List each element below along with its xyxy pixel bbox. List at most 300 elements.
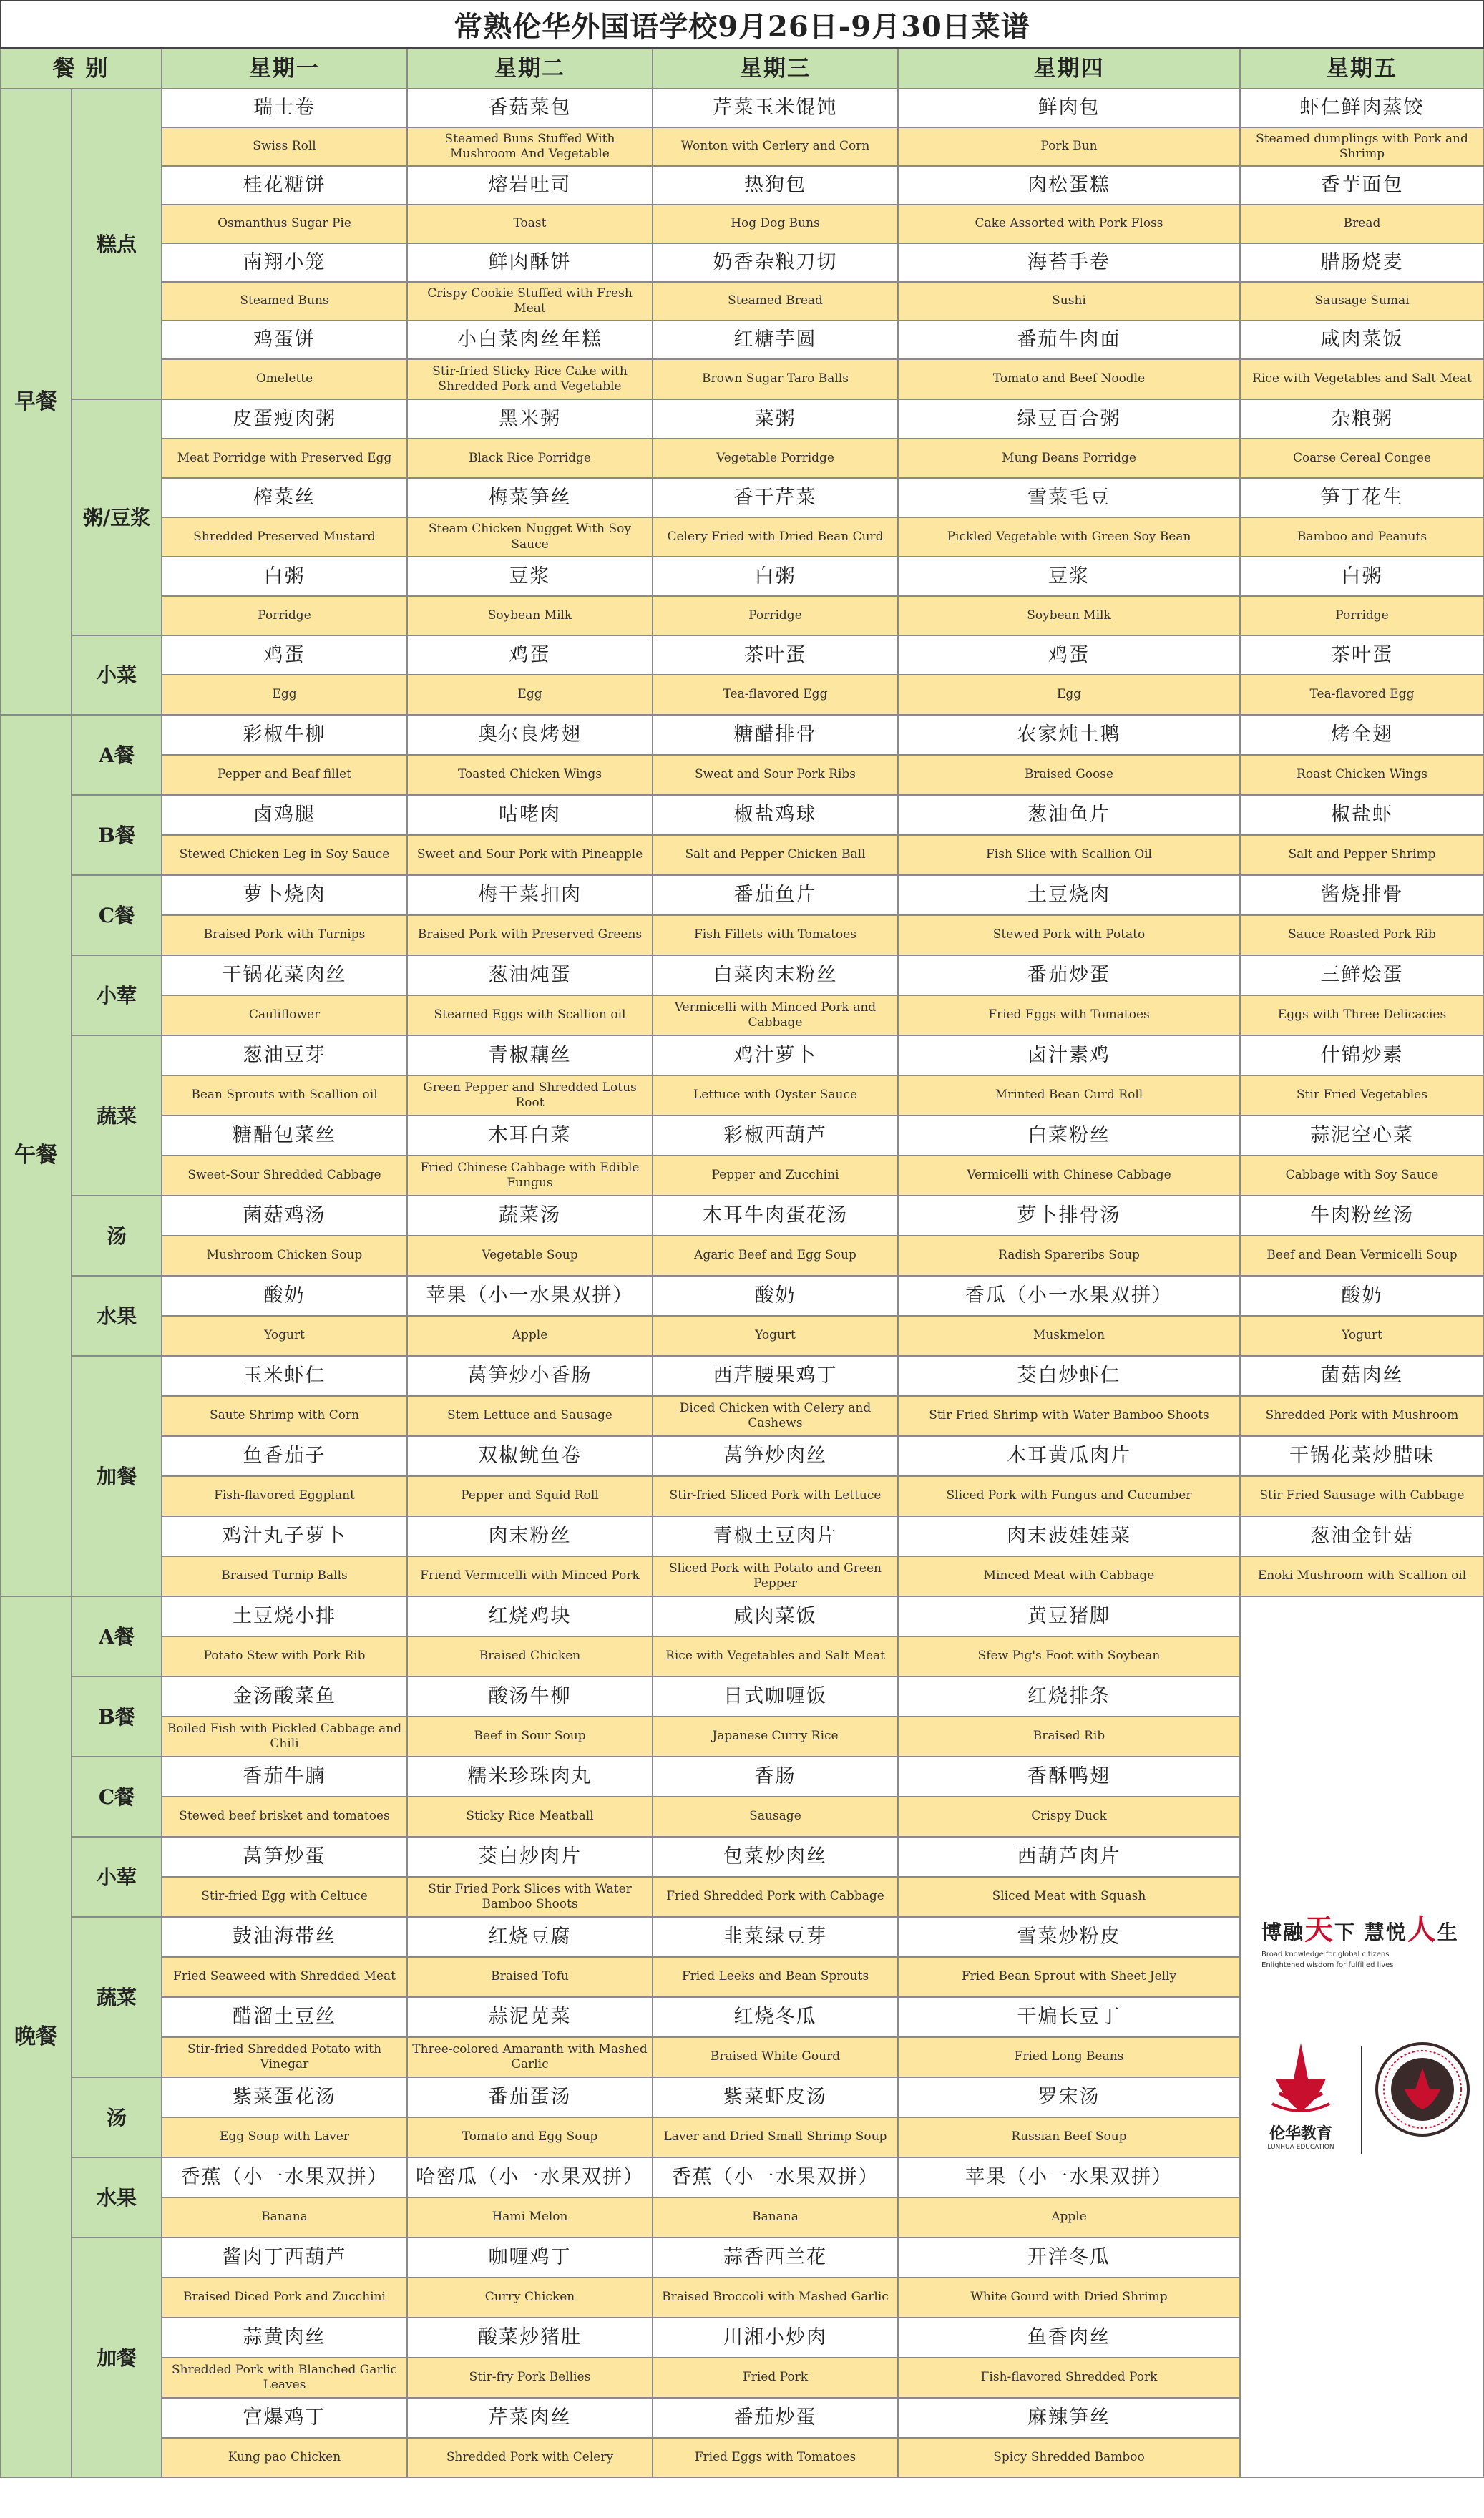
dish-name-en: Steamed dumplings with Pork and Shrimp	[1240, 127, 1484, 166]
dish-name-en: Pepper and Zucchini	[653, 1156, 898, 1196]
dish-name-zh: 虾仁鲜肉蒸饺	[1240, 89, 1484, 127]
dish-name-en: Soybean Milk	[898, 596, 1240, 635]
dish-name-zh: 雪菜炒粉皮	[898, 1917, 1240, 1957]
dish-name-zh: 鸡汁萝卜	[653, 1035, 898, 1075]
dish-name-en: Sweet-Sour Shredded Cabbage	[162, 1156, 407, 1196]
dish-name-en: Toasted Chicken Wings	[407, 755, 653, 795]
dish-name-en: Cabbage with Soy Sauce	[1240, 1156, 1484, 1196]
dish-name-en: Egg	[162, 675, 407, 715]
dish-name-en: Braised Turnip Balls	[162, 1556, 407, 1596]
dish-name-en: Stewed Chicken Leg in Soy Sauce	[162, 835, 407, 875]
dish-name-en: Salt and Pepper Shrimp	[1240, 835, 1484, 875]
dish-name-zh: 干锅花菜肉丝	[162, 955, 407, 995]
dish-name-zh: 小白菜肉丝年糕	[407, 321, 653, 359]
dish-name-zh: 苹果（小一水果双拼）	[898, 2157, 1240, 2197]
dish-name-zh: 红烧豆腐	[407, 1917, 653, 1957]
dish-name-zh: 蒜香西兰花	[653, 2238, 898, 2278]
dish-name-zh: 豆浆	[898, 557, 1240, 596]
meal-group-label: C餐	[72, 875, 162, 955]
dish-name-zh: 豆浆	[407, 557, 653, 596]
dish-name-zh: 白粥	[162, 557, 407, 596]
dish-name-zh: 鲜肉酥饼	[407, 243, 653, 282]
dish-name-en: Fish-flavored Eggplant	[162, 1476, 407, 1516]
brand-name-zh: 伦华教育	[1269, 2124, 1332, 2143]
brand-logos	[1258, 2036, 1473, 2150]
dish-name-zh: 苹果（小一水果双拼）	[407, 1276, 653, 1316]
meal-label: 早餐	[0, 89, 72, 715]
dish-name-en: Mushroom Chicken Soup	[162, 1236, 407, 1276]
dish-name-en: Swiss Roll	[162, 127, 407, 166]
dish-name-en: Bread	[1240, 205, 1484, 243]
dish-name-zh: 番茄炒蛋	[653, 2398, 898, 2438]
dish-name-en: Porridge	[1240, 596, 1484, 635]
dish-name-en: Stir-fried Egg with Celtuce	[162, 1877, 407, 1917]
dish-name-en: Beef in Sour Soup	[407, 1717, 653, 1757]
dish-name-zh: 红烧鸡块	[407, 1596, 653, 1636]
dish-name-zh: 白菜肉末粉丝	[653, 955, 898, 995]
dish-name-en: Egg	[407, 675, 653, 715]
dish-name-zh: 麻辣笋丝	[898, 2398, 1240, 2438]
dish-name-en: Fried Leeks and Bean Sprouts	[653, 1957, 898, 1997]
dish-name-zh: 香菇菜包	[407, 89, 653, 127]
dish-name-en: Vermicelli with Minced Pork and Cabbage	[653, 995, 898, 1035]
dish-name-zh: 酸汤牛柳	[407, 1677, 653, 1717]
dish-name-en: Pepper and Squid Roll	[407, 1476, 653, 1516]
dish-name-en: Shredded Preserved Mustard	[162, 517, 407, 557]
dish-name-en: Osmanthus Sugar Pie	[162, 205, 407, 243]
dish-name-zh: 榨菜丝	[162, 478, 407, 517]
dish-name-en: Banana	[162, 2197, 407, 2238]
meal-group-label: 汤	[72, 1196, 162, 1276]
dish-name-zh: 菜粥	[653, 399, 898, 439]
dish-name-zh: 莴笋炒蛋	[162, 1837, 407, 1877]
dish-name-zh: 笋丁花生	[1240, 478, 1484, 517]
dish-name-en: Egg Soup with Laver	[162, 2117, 407, 2157]
dish-name-zh: 糯米珍珠肉丸	[407, 1757, 653, 1797]
meal-group-label: B餐	[72, 795, 162, 875]
dish-name-zh: 糖醋排骨	[653, 715, 898, 755]
dish-name-en: Apple	[898, 2197, 1240, 2238]
dish-name-zh: 金汤酸菜鱼	[162, 1677, 407, 1717]
dish-name-en: Soybean Milk	[407, 596, 653, 635]
dish-name-zh: 宫爆鸡丁	[162, 2398, 407, 2438]
dish-name-en: Sausage Sumai	[1240, 282, 1484, 321]
dish-name-zh: 黑米粥	[407, 399, 653, 439]
slogan-red-2: 人	[1407, 1913, 1437, 1946]
dish-name-zh: 菌菇肉丝	[1240, 1356, 1484, 1396]
dish-name-zh: 什锦炒素	[1240, 1035, 1484, 1075]
dish-name-en: Fish-flavored Shredded Pork	[898, 2358, 1240, 2398]
dish-name-en: Fish Slice with Scallion Oil	[898, 835, 1240, 875]
dish-name-en: Shredded Pork with Blanched Garlic Leaves	[162, 2358, 407, 2398]
dish-name-en: Muskmelon	[898, 1316, 1240, 1356]
dish-name-zh: 彩椒西葫芦	[653, 1116, 898, 1156]
dish-name-zh: 糖醋包菜丝	[162, 1116, 407, 1156]
dish-name-en: Pickled Vegetable with Green Soy Bean	[898, 517, 1240, 557]
dish-name-zh: 醋溜土豆丝	[162, 1997, 407, 2037]
dish-name-en: Yogurt	[653, 1316, 898, 1356]
slogan-red-1: 天	[1304, 1913, 1335, 1946]
dish-name-zh: 南翔小笼	[162, 243, 407, 282]
dish-name-en: Stir-fried Sliced Pork with Lettuce	[653, 1476, 898, 1516]
dish-name-en: Yogurt	[1240, 1316, 1484, 1356]
dish-name-zh: 鱼香茄子	[162, 1436, 407, 1476]
dish-name-en: Spicy Shredded Bamboo	[898, 2438, 1240, 2478]
dish-name-zh: 白粥	[1240, 557, 1484, 596]
dish-name-en: Bamboo and Peanuts	[1240, 517, 1484, 557]
meal-label: 晚餐	[0, 1596, 72, 2478]
branding-area	[1240, 1614, 1484, 2518]
dish-name-zh: 香瓜（小一水果双拼）	[898, 1276, 1240, 1316]
dish-name-en: Sushi	[898, 282, 1240, 321]
dish-name-zh: 葱油炖蛋	[407, 955, 653, 995]
dish-name-zh: 鸡蛋	[162, 635, 407, 675]
dish-name-en: Agaric Beef and Egg Soup	[653, 1236, 898, 1276]
dish-name-en: Toast	[407, 205, 653, 243]
dish-name-zh: 香蕉（小一水果双拼）	[162, 2157, 407, 2197]
dish-name-zh: 葱油豆芽	[162, 1035, 407, 1075]
dish-name-zh: 酸菜炒猪肚	[407, 2318, 653, 2358]
dish-name-en: Vegetable Porridge	[653, 439, 898, 478]
dish-name-en: Black Rice Porridge	[407, 439, 653, 478]
dish-name-en: Sfew Pig's Foot with Soybean	[898, 1636, 1240, 1677]
dish-name-zh: 牛肉粉丝汤	[1240, 1196, 1484, 1236]
dish-name-en: Braised Tofu	[407, 1957, 653, 1997]
dish-name-zh: 茭白炒肉片	[407, 1837, 653, 1877]
dish-name-en: Sliced Pork with Fungus and Cucumber	[898, 1476, 1240, 1516]
dish-name-zh: 西芹腰果鸡丁	[653, 1356, 898, 1396]
dish-name-en: Bean Sprouts with Scallion oil	[162, 1075, 407, 1116]
dish-name-en: Mung Beans Porridge	[898, 439, 1240, 478]
meal-group-label: 小荤	[72, 1837, 162, 1917]
dish-name-zh: 肉末菠娃娃菜	[898, 1516, 1240, 1556]
dish-name-en: Steamed Buns Stuffed With Mushroom And Vegetable	[407, 127, 653, 166]
dish-name-zh: 香酥鸭翅	[898, 1757, 1240, 1797]
dish-name-en: Japanese Curry Rice	[653, 1717, 898, 1757]
dish-name-en: Braised Pork with Turnips	[162, 915, 407, 955]
dish-name-zh: 白菜粉丝	[898, 1116, 1240, 1156]
dish-name-en: Rice with Vegetables and Salt Meat	[653, 1636, 898, 1677]
dish-name-en: Fish Fillets with Tomatoes	[653, 915, 898, 955]
dish-name-en: Green Pepper and Shredded Lotus Root	[407, 1075, 653, 1116]
dish-name-en: Braised White Gourd	[653, 2037, 898, 2077]
dish-name-zh: 烤全翅	[1240, 715, 1484, 755]
dish-name-en: Salt and Pepper Chicken Ball	[653, 835, 898, 875]
dish-name-zh: 雪菜毛豆	[898, 478, 1240, 517]
school-seal-icon	[1372, 2039, 1473, 2139]
dish-name-en: Stewed Pork with Potato	[898, 915, 1240, 955]
dish-name-en: Fried Eggs with Tomatoes	[898, 995, 1240, 1035]
dish-name-zh: 奶香杂粮刀切	[653, 243, 898, 282]
dish-name-zh: 香茄牛腩	[162, 1757, 407, 1797]
dish-name-zh: 肉松蛋糕	[898, 166, 1240, 205]
dish-name-en: Friend Vermicelli with Minced Pork	[407, 1556, 653, 1596]
dish-name-zh: 酸奶	[1240, 1276, 1484, 1316]
dish-name-zh: 木耳牛肉蛋花汤	[653, 1196, 898, 1236]
dish-name-en: Yogurt	[162, 1316, 407, 1356]
meal-group-label: 蔬菜	[72, 1035, 162, 1196]
dish-name-en: Curry Chicken	[407, 2278, 653, 2318]
dish-name-zh: 鲜肉包	[898, 89, 1240, 127]
dish-name-en: Crispy Duck	[898, 1797, 1240, 1837]
dish-name-zh: 香干芹菜	[653, 478, 898, 517]
dish-name-en: Rice with Vegetables and Salt Meat	[1240, 359, 1484, 399]
dish-name-zh: 葱油鱼片	[898, 795, 1240, 835]
dish-name-zh: 皮蛋瘦肉粥	[162, 399, 407, 439]
dish-name-en: Fried Shredded Pork with Cabbage	[653, 1877, 898, 1917]
dish-name-en: Fried Bean Sprout with Sheet Jelly	[898, 1957, 1240, 1997]
dish-name-en: Hog Dog Buns	[653, 205, 898, 243]
dish-name-zh: 咸肉菜饭	[1240, 321, 1484, 359]
dish-name-zh: 菌菇鸡汤	[162, 1196, 407, 1236]
dish-name-en: Sliced Meat with Squash	[898, 1877, 1240, 1917]
dish-name-zh: 木耳白菜	[407, 1116, 653, 1156]
slogan-tail: 生	[1437, 1921, 1459, 1944]
header-day-1: 星期一	[162, 49, 407, 89]
dish-name-zh: 番茄牛肉面	[898, 321, 1240, 359]
slogan-lead: 博融	[1261, 1921, 1305, 1944]
dish-name-en: Porridge	[162, 596, 407, 635]
divider-line-icon	[1358, 2046, 1365, 2154]
dish-name-en: Tomato and Egg Soup	[407, 2117, 653, 2157]
dish-name-en: Meat Porridge with Preserved Egg	[162, 439, 407, 478]
meal-group-label: A餐	[72, 715, 162, 795]
dish-name-en: Sausage	[653, 1797, 898, 1837]
dish-name-zh: 青椒土豆肉片	[653, 1516, 898, 1556]
dish-name-zh: 鸡汁丸子萝卜	[162, 1516, 407, 1556]
dish-name-zh: 萝卜排骨汤	[898, 1196, 1240, 1236]
dish-name-en: Saute Shrimp with Corn	[162, 1396, 407, 1436]
dish-name-zh: 萝卜烧肉	[162, 875, 407, 915]
dish-name-en: White Gourd with Dried Shrimp	[898, 2278, 1240, 2318]
dish-name-en: Pepper and Beaf fillet	[162, 755, 407, 795]
dish-name-zh: 香蕉（小一水果双拼）	[653, 2157, 898, 2197]
slogan-en-2: Enlightened wisdom for fulfilled lives	[1261, 1961, 1394, 1969]
dish-name-en: Steamed Eggs with Scallion oil	[407, 995, 653, 1035]
meal-label: 午餐	[0, 715, 72, 1596]
dish-name-zh: 海苔手卷	[898, 243, 1240, 282]
dish-name-zh: 咖喱鸡丁	[407, 2238, 653, 2278]
dish-name-en: Russian Beef Soup	[898, 2117, 1240, 2157]
dish-name-zh: 双椒鱿鱼卷	[407, 1436, 653, 1476]
dish-name-zh: 彩椒牛柳	[162, 715, 407, 755]
dish-name-en: Vermicelli with Chinese Cabbage	[898, 1156, 1240, 1196]
dish-name-zh: 绿豆百合粥	[898, 399, 1240, 439]
dish-name-zh: 鸡蛋	[407, 635, 653, 675]
dish-name-en: Enoki Mushroom with Scallion oil	[1240, 1556, 1484, 1596]
meal-group-label: 汤	[72, 2077, 162, 2157]
dish-name-zh: 椒盐虾	[1240, 795, 1484, 835]
dish-name-zh: 红烧冬瓜	[653, 1997, 898, 2037]
dish-name-en: Stir Fried Sausage with Cabbage	[1240, 1476, 1484, 1516]
dish-name-zh: 三鲜烩蛋	[1240, 955, 1484, 995]
meal-group-label: 小菜	[72, 635, 162, 715]
dish-name-en: Braised Rib	[898, 1717, 1240, 1757]
dish-name-en: Braised Broccoli with Mashed Garlic	[653, 2278, 898, 2318]
dish-name-zh: 芹菜玉米馄饨	[653, 89, 898, 127]
dish-name-zh: 梅干菜扣肉	[407, 875, 653, 915]
dish-name-zh: 杂粮粥	[1240, 399, 1484, 439]
meal-group-label: 水果	[72, 2157, 162, 2238]
dish-name-en: Minced Meat with Cabbage	[898, 1556, 1240, 1596]
dish-name-en: Crispy Cookie Stuffed with Fresh Meat	[407, 282, 653, 321]
dish-name-en: Brown Sugar Taro Balls	[653, 359, 898, 399]
dish-name-en: Apple	[407, 1316, 653, 1356]
dish-name-en: Steam Chicken Nugget With Soy Sauce	[407, 517, 653, 557]
dish-name-zh: 蒜黄肉丝	[162, 2318, 407, 2358]
dish-name-en: Hami Melon	[407, 2197, 653, 2238]
dish-name-en: Stir-fry Pork Bellies	[407, 2358, 653, 2398]
slogan-mid: 下 慧悦	[1334, 1921, 1407, 1944]
dish-name-en: Eggs with Three Delicacies	[1240, 995, 1484, 1035]
dish-name-en: Sauce Roasted Pork Rib	[1240, 915, 1484, 955]
dish-name-en: Stem Lettuce and Sausage	[407, 1396, 653, 1436]
dish-name-zh: 莴笋炒小香肠	[407, 1356, 653, 1396]
dish-name-zh: 土豆烧肉	[898, 875, 1240, 915]
dish-name-zh: 椒盐鸡球	[653, 795, 898, 835]
meal-group-label: B餐	[72, 1677, 162, 1757]
meal-group-label: 蔬菜	[72, 1917, 162, 2077]
meal-group-label: 加餐	[72, 2238, 162, 2478]
dish-name-en: Stir Fried Pork Slices with Water Bamboo Shoots	[407, 1877, 653, 1917]
dish-name-en: Sweat and Sour Pork Ribs	[653, 755, 898, 795]
dish-name-zh: 酱烧排骨	[1240, 875, 1484, 915]
dish-name-zh: 鱼香肉丝	[898, 2318, 1240, 2358]
dish-name-en: Steamed Bread	[653, 282, 898, 321]
dish-name-zh: 葱油金针菇	[1240, 1516, 1484, 1556]
dish-name-zh: 青椒藕丝	[407, 1035, 653, 1075]
dish-name-zh: 热狗包	[653, 166, 898, 205]
dish-name-en: Sliced Pork with Potato and Green Pepper	[653, 1556, 898, 1596]
dish-name-zh: 罗宋汤	[898, 2077, 1240, 2117]
dish-name-zh: 蔬菜汤	[407, 1196, 653, 1236]
slogan-en-1: Broad knowledge for global citizens	[1261, 1951, 1390, 1958]
dish-name-en: Stir Fried Shrimp with Water Bamboo Shoots	[898, 1396, 1240, 1436]
dish-name-zh: 茶叶蛋	[1240, 635, 1484, 675]
dish-name-en: Boiled Fish with Pickled Cabbage and Chili	[162, 1717, 407, 1757]
dish-name-zh: 鸡蛋	[898, 635, 1240, 675]
dish-name-zh: 西葫芦肉片	[898, 1837, 1240, 1877]
header-day-4: 星期四	[898, 49, 1240, 89]
dish-name-en: Porridge	[653, 596, 898, 635]
dish-name-zh: 卤鸡腿	[162, 795, 407, 835]
dish-name-zh: 鸡蛋饼	[162, 321, 407, 359]
dish-name-en: Fried Eggs with Tomatoes	[653, 2438, 898, 2478]
dish-name-zh: 川湘小炒肉	[653, 2318, 898, 2358]
meal-group-label: A餐	[72, 1596, 162, 1677]
dish-name-zh: 黄豆猪脚	[898, 1596, 1240, 1636]
dish-name-en: Shredded Pork with Celery	[407, 2438, 653, 2478]
header-category: 餐 别	[0, 49, 162, 89]
dish-name-en: Steamed Buns	[162, 282, 407, 321]
dish-name-en: Braised Diced Pork and Zucchini	[162, 2278, 407, 2318]
dish-name-en: Tea-flavored Egg	[1240, 675, 1484, 715]
dish-name-en: Kung pao Chicken	[162, 2438, 407, 2478]
dish-name-en: Stir-fried Sticky Rice Cake with Shredded Pork and Vegetable	[407, 359, 653, 399]
dish-name-en: Stewed beef brisket and tomatoes	[162, 1797, 407, 1837]
dish-name-en: Radish Spareribs Soup	[898, 1236, 1240, 1276]
header-day-2: 星期二	[407, 49, 653, 89]
dish-name-zh: 蒜泥空心菜	[1240, 1116, 1484, 1156]
meal-group-label: 糕点	[72, 89, 162, 399]
dish-name-zh: 酸奶	[162, 1276, 407, 1316]
dish-name-zh: 白粥	[653, 557, 898, 596]
dish-name-zh: 干锅花菜炒腊味	[1240, 1436, 1484, 1476]
meal-group-label: 粥/豆浆	[72, 399, 162, 635]
dish-name-en: Egg	[898, 675, 1240, 715]
dish-name-zh: 番茄炒蛋	[898, 955, 1240, 995]
dish-name-en: Fried Pork	[653, 2358, 898, 2398]
dish-name-en: Fried Long Beans	[898, 2037, 1240, 2077]
dish-name-zh: 木耳黄瓜肉片	[898, 1436, 1240, 1476]
dish-name-en: Omelette	[162, 359, 407, 399]
dish-name-zh: 莴笋炒肉丝	[653, 1436, 898, 1476]
dish-name-en: Sweet and Sour Pork with Pineapple	[407, 835, 653, 875]
meal-group-label: 水果	[72, 1276, 162, 1356]
brand-name-en: LUNHUA EDUCATION	[1267, 2144, 1334, 2151]
dish-name-zh: 瑞士卷	[162, 89, 407, 127]
dish-name-zh: 茶叶蛋	[653, 635, 898, 675]
dish-name-zh: 熔岩吐司	[407, 166, 653, 205]
dish-name-zh: 玉米虾仁	[162, 1356, 407, 1396]
dish-name-zh: 土豆烧小排	[162, 1596, 407, 1636]
dish-name-en: Lettuce with Oyster Sauce	[653, 1075, 898, 1116]
dish-name-en: Diced Chicken with Celery and Cashews	[653, 1396, 898, 1436]
dish-name-zh: 干煸长豆丁	[898, 1997, 1240, 2037]
dish-name-zh: 紫菜蛋花汤	[162, 2077, 407, 2117]
dish-name-en: Shredded Pork with Mushroom	[1240, 1396, 1484, 1436]
dish-name-en: Mrinted Bean Curd Roll	[898, 1075, 1240, 1116]
dish-name-en: Vegetable Soup	[407, 1236, 653, 1276]
dish-name-zh: 肉末粉丝	[407, 1516, 653, 1556]
dish-name-zh: 日式咖喱饭	[653, 1677, 898, 1717]
dish-name-zh: 茭白炒虾仁	[898, 1356, 1240, 1396]
dish-name-en: Three-colored Amaranth with Mashed Garlic	[407, 2037, 653, 2077]
dish-name-en: Stir-fried Shredded Potato with Vinegar	[162, 2037, 407, 2077]
dish-name-zh: 红糖芋圆	[653, 321, 898, 359]
dish-name-en: Banana	[653, 2197, 898, 2238]
dish-name-en: Stir Fried Vegetables	[1240, 1075, 1484, 1116]
dish-name-en: Tomato and Beef Noodle	[898, 359, 1240, 399]
dish-name-zh: 奥尔良烤翅	[407, 715, 653, 755]
dish-name-zh: 韭菜绿豆芽	[653, 1917, 898, 1957]
dish-name-en: Pork Bun	[898, 127, 1240, 166]
dish-name-en: Braised Chicken	[407, 1636, 653, 1677]
meal-group-label: 加餐	[72, 1356, 162, 1596]
dish-name-zh: 卤汁素鸡	[898, 1035, 1240, 1075]
dish-name-zh: 蒜泥苋菜	[407, 1997, 653, 2037]
dish-name-en: Coarse Cereal Congee	[1240, 439, 1484, 478]
dish-name-en: Sticky Rice Meatball	[407, 1797, 653, 1837]
lunhua-logo-icon	[1258, 2036, 1344, 2122]
school-slogan	[1261, 1907, 1476, 1969]
dish-name-zh: 桂花糖饼	[162, 166, 407, 205]
dish-name-en: Roast Chicken Wings	[1240, 755, 1484, 795]
dish-name-zh: 红烧排条	[898, 1677, 1240, 1717]
dish-name-zh: 哈密瓜（小一水果双拼）	[407, 2157, 653, 2197]
dish-name-zh: 包菜炒肉丝	[653, 1837, 898, 1877]
dish-name-zh: 鼓油海带丝	[162, 1917, 407, 1957]
meal-group-label: 小荤	[72, 955, 162, 1035]
dish-name-en: Fried Chinese Cabbage with Edible Fungus	[407, 1156, 653, 1196]
dish-name-zh: 开洋冬瓜	[898, 2238, 1240, 2278]
dish-name-zh: 梅菜笋丝	[407, 478, 653, 517]
dish-name-en: Wonton with Cerlery and Corn	[653, 127, 898, 166]
dish-name-zh: 酸奶	[653, 1276, 898, 1316]
dish-name-zh: 香肠	[653, 1757, 898, 1797]
dish-name-en: Celery Fried with Dried Bean Curd	[653, 517, 898, 557]
dish-name-zh: 咕咾肉	[407, 795, 653, 835]
